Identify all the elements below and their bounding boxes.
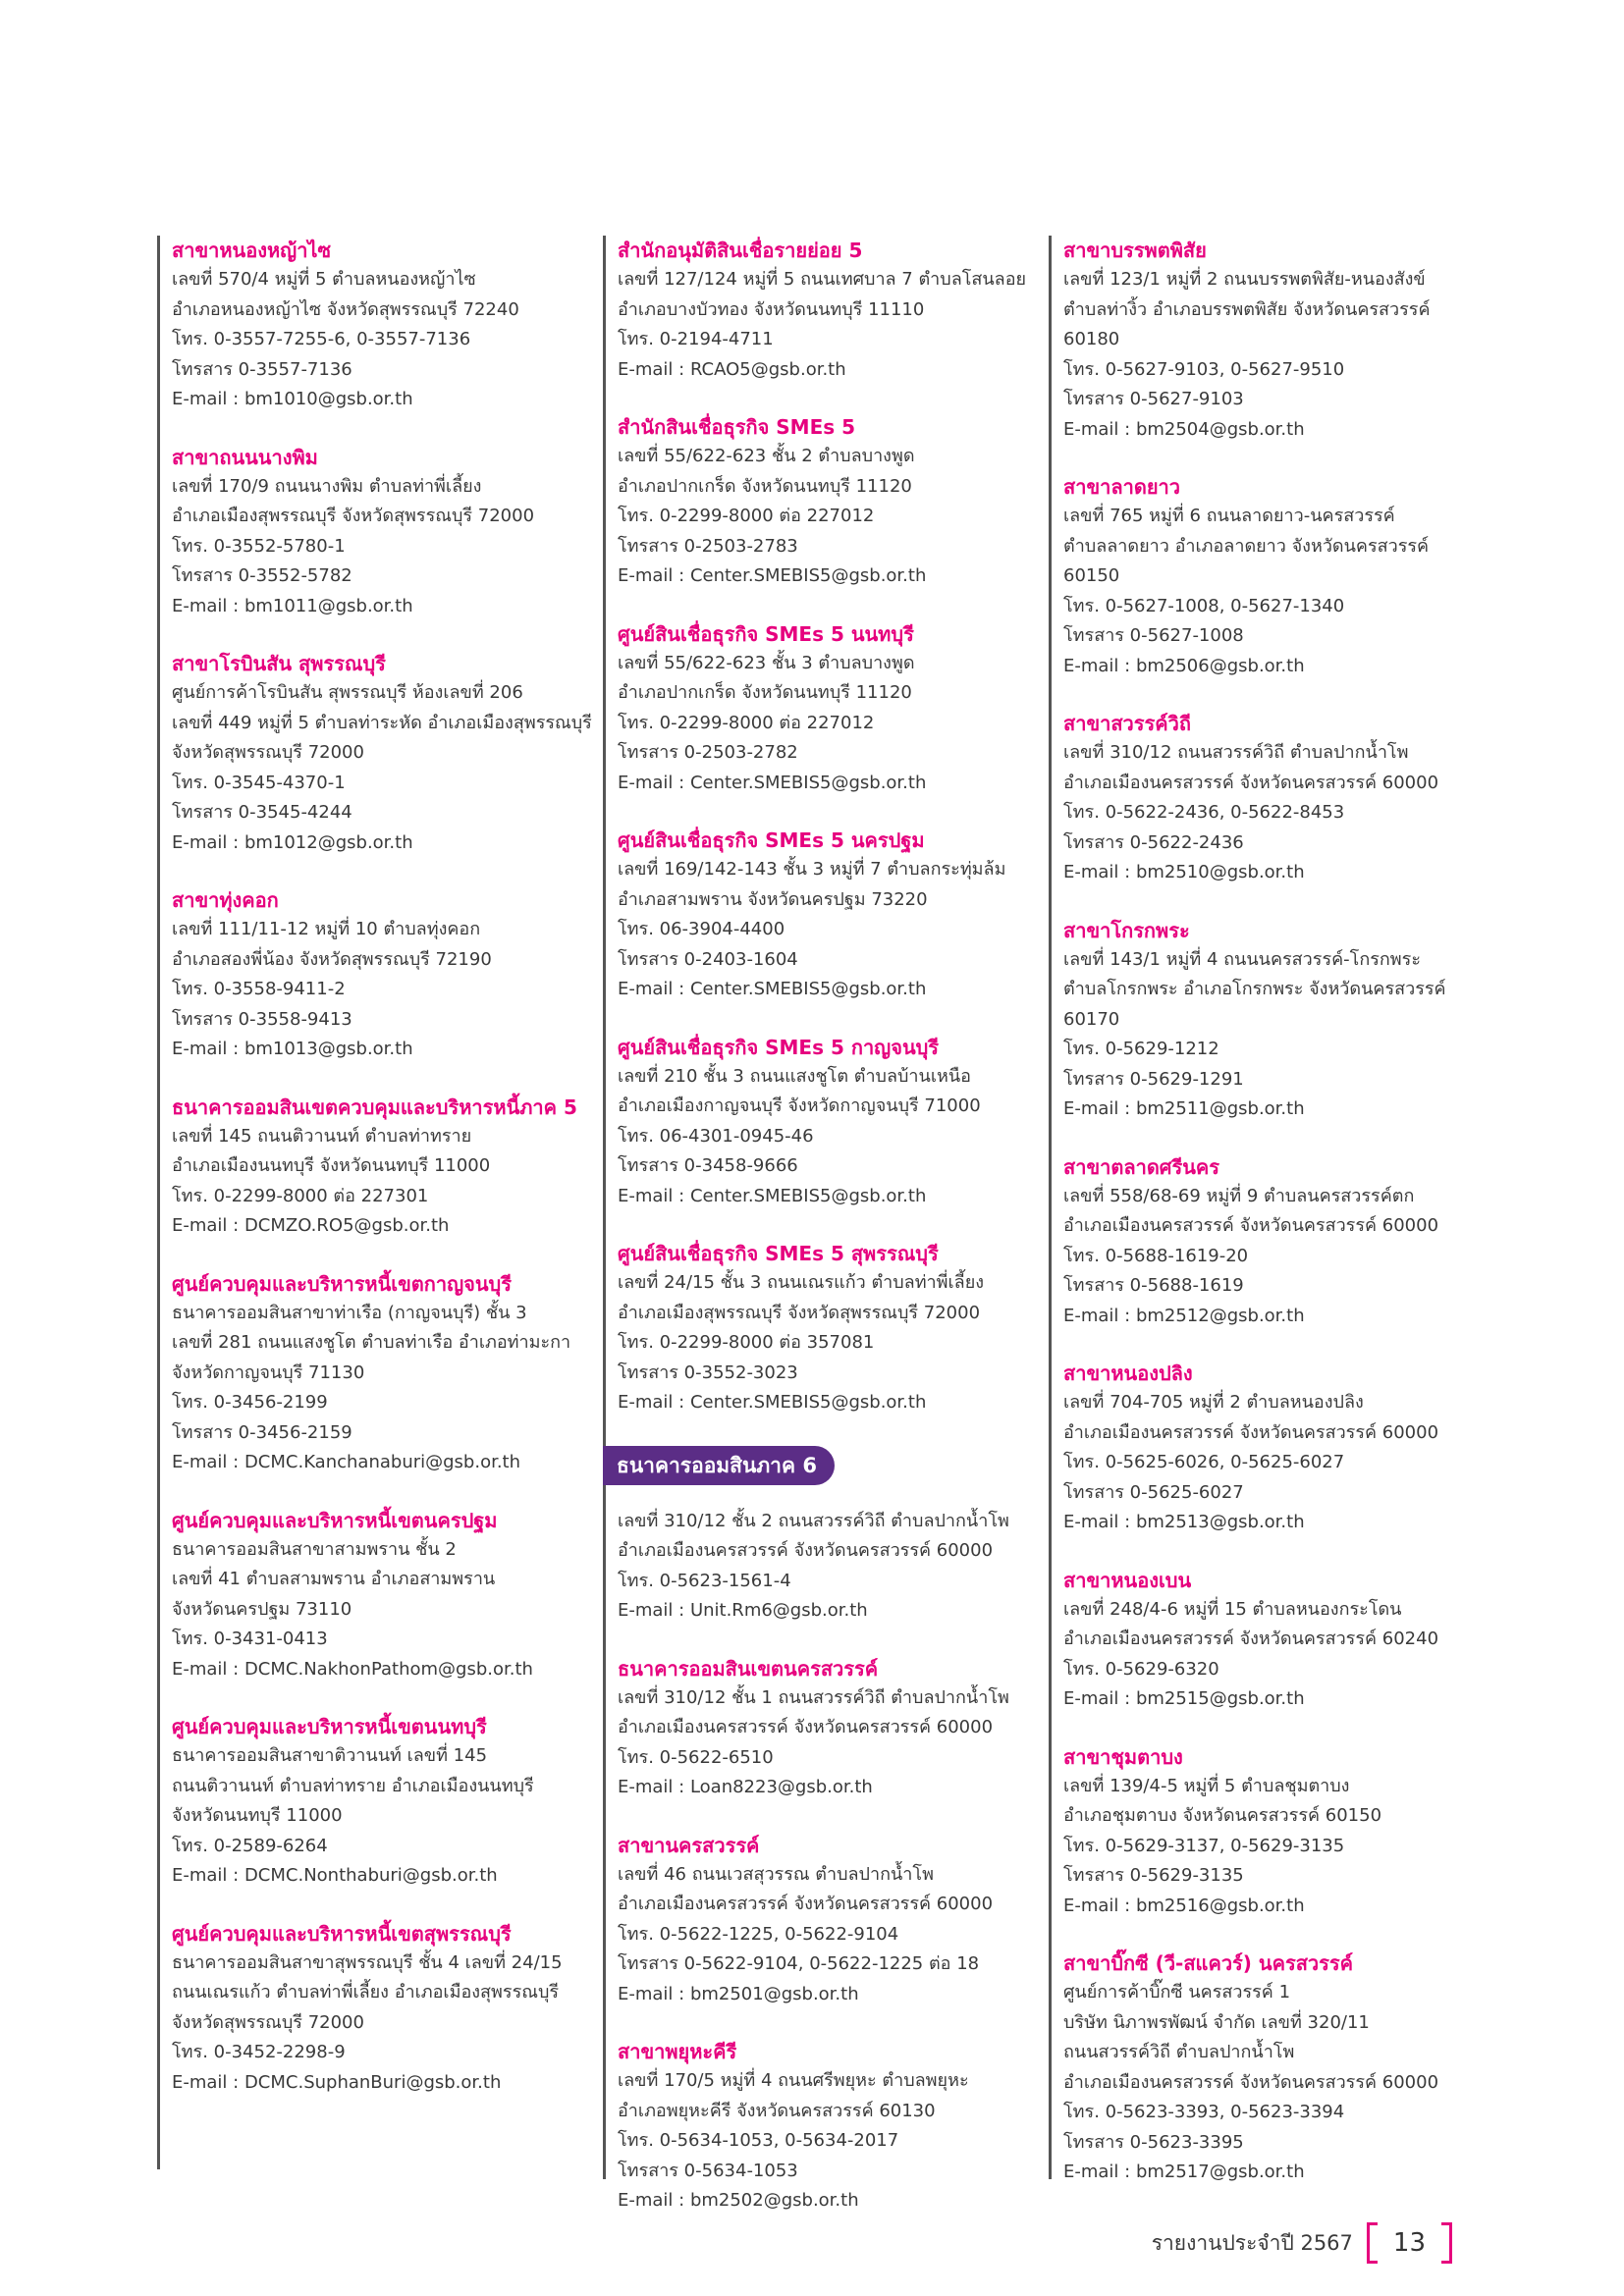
branch-detail-line: โทร. 0-3557-7255-6, 0-3557-7136 (172, 329, 471, 349)
branch-detail-line: ตำบลลาดยาว อำเภอลาดยาว จังหวัดนครสวรรค์ (1063, 535, 1430, 557)
region-header (603, 1446, 1050, 1485)
branch-title: ศูนย์ควบคุมและบริหารหนี้เขตสุพรรณบุรี (172, 1921, 512, 1946)
branch-title: สาขาหนองหญ้าไซ (172, 239, 332, 262)
branch-detail-line: E-mail : bm2502@gsb.or.th (618, 2190, 859, 2211)
branch-detail-line: 60180 (1063, 329, 1120, 349)
branch-detail-line: โทรสาร 0-5623-3395 (1063, 2131, 1244, 2153)
branch-detail-line: E-mail : bm2506@gsb.or.th (1063, 655, 1305, 676)
branch-detail-line: E-mail : bm2510@gsb.or.th (1063, 862, 1305, 882)
branch-entry (618, 619, 1050, 799)
branch-detail-line: เลขที่ 170/9 ถนนนางพิม ตำบลท่าพี่เลี้ยง (172, 475, 482, 497)
branch-detail-line: E-mail : DCMC.SuphanBuri@gsb.or.th (172, 2071, 502, 2093)
branch-detail-line: อำเภอเมืองนครสวรรค์ จังหวัดนครสวรรค์ 60000 (618, 1894, 994, 1914)
branch-detail-line: อำเภอเมืองนครสวรรค์ จังหวัดนครสวรรค์ 60000 (1063, 2071, 1439, 2093)
branch-title: ธนาคารออมสินเขตควบคุมและบริหารหนี้ภาค 5 (172, 1095, 577, 1119)
branch-detail-line: เลขที่ 41 ตำบลสามพราน อำเภอสามพราน (172, 1569, 496, 1589)
branch-detail-line: เลขที่ 210 ชั้น 3 ถนนแสงชูโต ตำบลบ้านเหนือ (618, 1065, 971, 1087)
branch-detail-line: บริษัท นิภาพรพัฒน์ จำกัด เลขที่ 320/11 (1063, 2011, 1370, 2033)
branch-detail-line: โทรสาร 0-2503-2783 (618, 535, 798, 557)
branch-title: สาขาถนนนางพิม (172, 445, 318, 469)
branch-entry (172, 443, 604, 622)
branch-detail-line: E-mail : DCMC.Nonthaburi@gsb.or.th (172, 1865, 498, 1886)
branch-detail-line: โทร. 0-3431-0413 (172, 1629, 328, 1649)
branch-detail-line: โทรสาร 0-3456-2159 (172, 1421, 352, 1443)
branch-detail-line: โทร. 0-2299-8000 ต่อ 227012 (618, 506, 875, 526)
branch-entry (1063, 916, 1495, 1125)
branch-detail-line: E-mail : bm2517@gsb.or.th (1063, 2162, 1305, 2182)
branch-detail-line: อำเภอสามพราน จังหวัดนครปฐม 73220 (618, 888, 928, 910)
branch-detail-line: โทรสาร 0-3545-4244 (172, 802, 352, 823)
branch-detail-line: อำเภอบางบัวทอง จังหวัดนนทบุรี 11110 (618, 298, 925, 320)
branch-detail-line: เลขที่ 310/12 ชั้น 2 ถนนสวรรค์วิถี ตำบลปากน้ำโพ (618, 1510, 1009, 1531)
branch-entry (618, 236, 1050, 385)
branch-detail-line: เลขที่ 570/4 หมู่ที่ 5 ตำบลหนองหญ้าไซ (172, 269, 476, 290)
branch-detail-line: E-mail : bm2504@gsb.or.th (1063, 418, 1305, 440)
branch-entry (172, 1269, 604, 1478)
column-3 (1049, 236, 1495, 2182)
branch-detail-line: E-mail : bm1010@gsb.or.th (172, 389, 413, 409)
branch-detail-line: เลขที่ 55/622-623 ชั้น 2 ตำบลบางพูด (618, 446, 915, 466)
right-bracket-decoration (1441, 2222, 1452, 2264)
branch-title: สาขาสวรรค์วิถี (1063, 712, 1191, 735)
branch-detail-line: อำเภอหนองหญ้าไซ จังหวัดสุพรรณบุรี 72240 (172, 298, 519, 320)
branch-detail-line: อำเภอเมืองสุพรรณบุรี จังหวัดสุพรรณบุรี 72000 (172, 506, 535, 526)
branch-detail-line: E-mail : bm2512@gsb.or.th (1063, 1305, 1305, 1326)
branch-detail-line: เลขที่ 310/12 ชั้น 1 ถนนสวรรค์วิถี ตำบลปากน้ำโพ (618, 1686, 1009, 1708)
branch-detail-line: ธนาคารออมสินสาขาติวานนท์ เลขที่ 145 (172, 1745, 488, 1766)
branch-entry (1063, 709, 1495, 888)
branch-title: สาขาพยุหะคีรี (618, 2040, 737, 2063)
branch-detail-line: อำเภอเมืองนครสวรรค์ จังหวัดนครสวรรค์ 60000 (1063, 772, 1439, 793)
branch-detail-line: อำเภอเมืองสุพรรณบุรี จังหวัดสุพรรณบุรี 72000 (618, 1302, 981, 1323)
branch-detail-line: E-mail : bm1011@gsb.or.th (172, 595, 413, 616)
branch-detail-line: E-mail : bm2501@gsb.or.th (618, 1983, 859, 2004)
branch-detail-line: อำเภอเมืองนครสวรรค์ จังหวัดนครสวรรค์ 60000 (1063, 1215, 1439, 1236)
branch-title: สาขาชุมตาบง (1063, 1744, 1183, 1769)
branch-detail-line: เลขที่ 558/68-69 หมู่ที่ 9 ตำบลนครสวรรค์ตก (1063, 1185, 1415, 1206)
branch-detail-line: เลขที่ 24/15 ชั้น 3 ถนนเณรแก้ว ตำบลท่าพี่เลี้ยง (618, 1272, 985, 1293)
branch-entry (1063, 1742, 1495, 1922)
branch-title: สาขาโกรกพระ (1063, 918, 1190, 942)
branch-detail-line: E-mail : bm2511@gsb.or.th (1063, 1098, 1305, 1119)
branch-detail-line: เลขที่ 145 ถนนติวานนท์ ตำบลท่าทราย (172, 1125, 472, 1147)
branch-detail-line: เลขที่ 143/1 หมู่ที่ 4 ถนนนครสวรรค์-โกรกพระ (1063, 948, 1421, 970)
branch-title: ศูนย์ควบคุมและบริหารหนี้เขตนครปฐม (172, 1508, 498, 1532)
branch-title: สาขานครสวรรค์ (618, 1833, 760, 1857)
branch-detail-line: โทรสาร 0-3557-7136 (172, 358, 352, 380)
branch-detail-line: E-mail : bm2515@gsb.or.th (1063, 1688, 1305, 1709)
branch-entry (618, 1831, 1050, 2010)
branch-detail-line: อำเภอเมืองนครสวรรค์ จังหวัดนครสวรรค์ 60000 (618, 1717, 994, 1737)
branch-detail-line: E-mail : Unit.Rm6@gsb.or.th (618, 1600, 868, 1621)
branch-detail-line: โทร. 0-5629-6320 (1063, 1658, 1219, 1680)
branch-detail-line: จังหวัดกาญจนบุรี 71130 (172, 1362, 365, 1383)
branch-title: ศูนย์ควบคุมและบริหารหนี้เขตกาญจนบุรี (172, 1271, 512, 1296)
branch-detail-line: เลขที่ 169/142-143 ชั้น 3 หมู่ที่ 7 ตำบลกระทุ่มล้ม (618, 859, 1006, 880)
branch-detail-line: โทร. 06-4301-0945-46 (618, 1125, 814, 1147)
branch-detail-line: โทร. 0-5623-3393, 0-5623-3394 (1063, 2102, 1345, 2122)
region-title: ธนาคารออมสินภาค 6 (603, 1446, 835, 1485)
branch-entry (1063, 1359, 1495, 1538)
branch-detail-line: 60170 (1063, 1008, 1120, 1030)
branch-detail-line: เลขที่ 46 ถนนเวสสุวรรณ ตำบลปากน้ำโพ (618, 1863, 934, 1885)
branch-detail-line: อำเภอเมืองนครสวรรค์ จังหวัดนครสวรรค์ 60000 (1063, 1421, 1439, 1443)
left-bracket-decoration (1367, 2222, 1378, 2264)
branch-entry (172, 649, 604, 858)
branch-detail-line: โทรสาร 0-5634-1053 (618, 2160, 798, 2181)
branch-title: สำนักอนุมัติสินเชื่อรายย่อย 5 (618, 239, 863, 262)
branch-detail-line: โทร. 0-5625-6026, 0-5625-6027 (1063, 1452, 1345, 1472)
branch-detail-line: เลขที่ 123/1 หมู่ที่ 2 ถนนบรรพตพิสัย-หนองสังข์ (1063, 269, 1426, 290)
branch-detail-line: จังหวัดนครปฐม 73110 (172, 1598, 352, 1620)
column-1 (157, 236, 604, 2169)
branch-title: สาขาบิ๊กซี (วี-สแควร์) นครสวรรค์ (1063, 1951, 1353, 1975)
branch-detail-line: อำเภอปากเกร็ด จังหวัดนนทบุรี 11120 (618, 475, 912, 497)
branch-detail-line: โทรสาร 0-3558-9413 (172, 1008, 352, 1030)
branch-detail-line: โทร. 0-2299-8000 ต่อ 227301 (172, 1185, 429, 1206)
branch-detail-line: E-mail : bm2516@gsb.or.th (1063, 1895, 1305, 1916)
branch-detail-line: โทร. 0-5622-6510 (618, 1746, 774, 1768)
branch-detail-line: ศูนย์การค้าบิ๊กซี นครสวรรค์ 1 (1063, 1982, 1291, 2002)
branch-title: สาขาตลาดศรีนคร (1063, 1154, 1220, 1179)
branch-detail-line: โทร. 0-2194-4711 (618, 329, 774, 349)
branch-entry (618, 2037, 1050, 2216)
branch-entry (618, 1507, 1050, 1627)
branch-detail-line: เลขที่ 111/11-12 หมู่ที่ 10 ตำบลทุ่งคอก (172, 919, 481, 939)
branch-detail-line: อำเภอเมืองนครสวรรค์ จังหวัดนครสวรรค์ 60240 (1063, 1629, 1439, 1649)
branch-entry (1063, 1152, 1495, 1332)
branch-entry (172, 1093, 604, 1242)
branch-detail-line: โทรสาร 0-5688-1619 (1063, 1275, 1244, 1296)
branch-detail-line: โทรสาร 0-5629-1291 (1063, 1068, 1244, 1090)
branch-detail-line: E-mail : RCAO5@gsb.or.th (618, 358, 846, 380)
branch-detail-line: จังหวัดสุพรรณบุรี 72000 (172, 742, 364, 763)
branch-detail-line: E-mail : bm1013@gsb.or.th (172, 1039, 413, 1059)
branch-detail-line: โทรสาร 0-5627-1008 (1063, 625, 1244, 646)
branch-detail-line: อำเภอสองพี่น้อง จังหวัดสุพรรณบุรี 72190 (172, 948, 492, 970)
branch-title: สาขาโรบินสัน สุพรรณบุรี (172, 652, 386, 675)
branch-entry (172, 885, 604, 1065)
branch-detail-line: โทร. 0-2589-6264 (172, 1835, 328, 1856)
branch-detail-line: E-mail : DCMC.Kanchanaburi@gsb.or.th (172, 1452, 521, 1472)
branch-title: ศูนย์สินเชื่อธุรกิจ SMEs 5 กาญจนบุรี (618, 1035, 940, 1059)
branch-detail-line: ถนนเณรแก้ว ตำบลท่าพี่เลี้ยง อำเภอเมืองสุพรรณบุรี (172, 1982, 560, 2002)
branch-entry (618, 826, 1050, 1005)
branch-title: สาขาลาดยาว (1063, 475, 1180, 499)
branch-detail-line: เลขที่ 55/622-623 ชั้น 3 ตำบลบางพูด (618, 652, 915, 673)
branch-detail-line: อำเภอชุมตาบง จังหวัดนครสวรรค์ 60150 (1063, 1805, 1382, 1826)
branch-detail-line: เลขที่ 310/12 ถนนสวรรค์วิถี ตำบลปากน้ำโพ (1063, 742, 1409, 763)
branch-detail-line: โทร. 0-5622-1225, 0-5622-9104 (618, 1923, 899, 1945)
branch-detail-line: ถนนติวานนท์ ตำบลท่าทราย อำเภอเมืองนนทบุรี (172, 1775, 534, 1796)
page-footer (1152, 2223, 1452, 2263)
branch-detail-line: โทร. 0-3545-4370-1 (172, 772, 346, 793)
branch-entry (618, 1239, 1050, 1418)
branch-detail-line: จังหวัดนนทบุรี 11000 (172, 1805, 343, 1826)
branch-detail-line: โทร. 0-5627-9103, 0-5627-9510 (1063, 358, 1345, 380)
branch-detail-line: อำเภอเมืองนครสวรรค์ จังหวัดนครสวรรค์ 60000 (618, 1540, 994, 1561)
branch-detail-line: โทร. 0-5634-1053, 0-5634-2017 (618, 2130, 899, 2151)
branch-detail-line: E-mail : Center.SMEBIS5@gsb.or.th (618, 565, 927, 586)
branch-detail-line: ธนาคารออมสินสาขาสามพราน ชั้น 2 (172, 1538, 457, 1560)
branch-title: สาขาหนองเบน (1063, 1568, 1192, 1592)
branch-detail-line: โทรสาร 0-5627-9103 (1063, 389, 1244, 409)
branch-entry (172, 1919, 604, 2099)
branch-entry (172, 236, 604, 415)
branch-detail-line: อำเภอพยุหะคีรี จังหวัดนครสวรรค์ 60130 (618, 2100, 936, 2121)
branch-detail-line: อำเภอเมืองนนทบุรี จังหวัดนนทบุรี 11000 (172, 1155, 491, 1176)
branch-detail-line: โทร. 0-2299-8000 ต่อ 227012 (618, 712, 875, 733)
branch-detail-line: E-mail : Center.SMEBIS5@gsb.or.th (618, 1392, 927, 1413)
branch-detail-line: โทรสาร 0-2503-2782 (618, 742, 798, 763)
branch-title: สาขาทุ่งคอก (172, 888, 279, 912)
branch-entry (1063, 1949, 1495, 2188)
branch-detail-line: ศูนย์การค้าโรบินสัน สุพรรณบุรี ห้องเลขที่ 206 (172, 682, 523, 703)
branch-detail-line: เลขที่ 765 หมู่ที่ 6 ถนนลาดยาว-นครสวรรค์ (1063, 506, 1395, 526)
branch-detail-line: โทร. 0-5688-1619-20 (1063, 1245, 1249, 1266)
branch-detail-line: เลขที่ 139/4-5 หมู่ที่ 5 ตำบลชุมตาบง (1063, 1775, 1350, 1796)
branch-detail-line: โทรสาร 0-3552-3023 (618, 1362, 798, 1383)
branch-detail-line: ตำบลท่างิ้ว อำเภอบรรพตพิสัย จังหวัดนครสวรรค์ (1063, 298, 1431, 320)
branch-title: สาขาหนองปลิง (1063, 1362, 1193, 1385)
branch-detail-line: 60150 (1063, 565, 1120, 586)
branch-detail-line: โทร. 0-3558-9411-2 (172, 979, 346, 999)
branch-title: สาขาบรรพตพิสัย (1063, 239, 1207, 262)
branch-entry (618, 1033, 1050, 1212)
branch-detail-line: อำเภอปากเกร็ด จังหวัดนนทบุรี 11120 (618, 682, 912, 703)
branch-detail-line: โทร. 0-3452-2298-9 (172, 2042, 346, 2062)
branch-detail-line: โทร. 0-2299-8000 ต่อ 357081 (618, 1332, 875, 1353)
branch-entry (618, 412, 1050, 592)
branch-entry (1063, 236, 1495, 445)
branch-title: สำนักสินเชื่อธุรกิจ SMEs 5 (618, 415, 856, 439)
branch-title: ศูนย์สินเชื่อธุรกิจ SMEs 5 นครปฐม (618, 828, 925, 852)
branch-detail-line: ตำบลโกรกพระ อำเภอโกรกพระ จังหวัดนครสวรรค์ (1063, 979, 1446, 999)
branch-detail-line: เลขที่ 170/5 หมู่ที่ 4 ถนนศรีพยุหะ ตำบลพยุหะ (618, 2070, 969, 2091)
branch-detail-line: โทร. 0-5627-1008, 0-5627-1340 (1063, 595, 1345, 616)
column-2 (603, 236, 1050, 2211)
branch-detail-line: ธนาคารออมสินสาขาสุพรรณบุรี ชั้น 4 เลขที่ 24/15 (172, 1951, 563, 1973)
branch-title: ธนาคารออมสินเขตนครสวรรค์ (618, 1656, 879, 1681)
branch-detail-line: โทรสาร 0-5629-3135 (1063, 1865, 1244, 1886)
branch-detail-line: E-mail : Center.SMEBIS5@gsb.or.th (618, 979, 927, 999)
branch-entry (172, 1712, 604, 1892)
report-title: รายงานประจำปี 2567 (1151, 2230, 1353, 2255)
branch-detail-line: โทร. 0-5623-1561-4 (618, 1570, 791, 1591)
branch-detail-line: เลขที่ 704-705 หมู่ที่ 2 ตำบลหนองปลิง (1063, 1392, 1364, 1413)
branch-detail-line: โทรสาร 0-5622-9104, 0-5622-1225 ต่อ 18 (618, 1953, 980, 1974)
branch-title: ศูนย์สินเชื่อธุรกิจ SMEs 5 นนทบุรี (618, 621, 914, 646)
branch-detail-line: E-mail : Loan8223@gsb.or.th (618, 1777, 873, 1797)
branch-detail-line: ถนนสวรรค์วิถี ตำบลปากน้ำโพ (1063, 2042, 1295, 2062)
branch-detail-line: E-mail : DCMZO.RO5@gsb.or.th (172, 1215, 450, 1236)
branch-detail-line: E-mail : bm2513@gsb.or.th (1063, 1512, 1305, 1532)
branch-title: ศูนย์ควบคุมและบริหารหนี้เขตนนทบุรี (172, 1715, 487, 1738)
branch-detail-line: โทรสาร 0-2403-1604 (618, 948, 798, 970)
branch-detail-line: โทรสาร 0-3458-9666 (618, 1155, 798, 1176)
page-number: 13 (1392, 2228, 1426, 2258)
branch-detail-line: E-mail : Center.SMEBIS5@gsb.or.th (618, 1185, 927, 1206)
branch-detail-line: โทร. 0-5622-2436, 0-5622-8453 (1063, 802, 1345, 823)
branch-detail-line: จังหวัดสุพรรณบุรี 72000 (172, 2011, 364, 2033)
branch-detail-line: โทรสาร 0-3552-5782 (172, 565, 352, 586)
branch-detail-line: เลขที่ 248/4-6 หมู่ที่ 15 ตำบลหนองกระโดน (1063, 1598, 1402, 1620)
branch-detail-line: โทร. 0-3456-2199 (172, 1392, 328, 1413)
branch-detail-line: โทร. 0-3552-5780-1 (172, 535, 346, 557)
branch-detail-line: E-mail : Center.SMEBIS5@gsb.or.th (618, 772, 927, 793)
branch-detail-line: อำเภอเมืองกาญจนบุรี จังหวัดกาญจนบุรี 71000 (618, 1095, 981, 1116)
branch-detail-line: โทรสาร 0-5625-6027 (1063, 1481, 1244, 1503)
branch-detail-line: โทร. 0-5629-1212 (1063, 1039, 1219, 1059)
branch-entry (618, 1654, 1050, 1803)
branch-entry (1063, 1566, 1495, 1715)
branch-detail-line: โทร. 06-3904-4400 (618, 919, 785, 939)
branch-detail-line: โทรสาร 0-5622-2436 (1063, 831, 1244, 853)
branch-entry (172, 1506, 604, 1685)
branch-detail-line: เลขที่ 127/124 หมู่ที่ 5 ถนนเทศบาล 7 ตำบลโสนลอย (618, 269, 1027, 290)
branch-detail-line: เลขที่ 281 ถนนแสงชูโต ตำบลท่าเรือ อำเภอท่ามะกา (172, 1332, 571, 1353)
branch-title: ศูนย์สินเชื่อธุรกิจ SMEs 5 สุพรรณบุรี (618, 1242, 939, 1265)
branch-detail-line: E-mail : bm1012@gsb.or.th (172, 831, 413, 853)
branch-entry (1063, 472, 1495, 681)
branch-detail-line: เลขที่ 449 หมู่ที่ 5 ตำบลท่าระหัด อำเภอเมืองสุพรรณบุรี (172, 712, 592, 733)
branch-detail-line: ธนาคารออมสินสาขาท่าเรือ (กาญจนบุรี) ชั้น 3 (172, 1302, 527, 1323)
branch-detail-line: โทร. 0-5629-3137, 0-5629-3135 (1063, 1835, 1345, 1856)
branch-detail-line: E-mail : DCMC.NakhonPathom@gsb.or.th (172, 1658, 533, 1680)
